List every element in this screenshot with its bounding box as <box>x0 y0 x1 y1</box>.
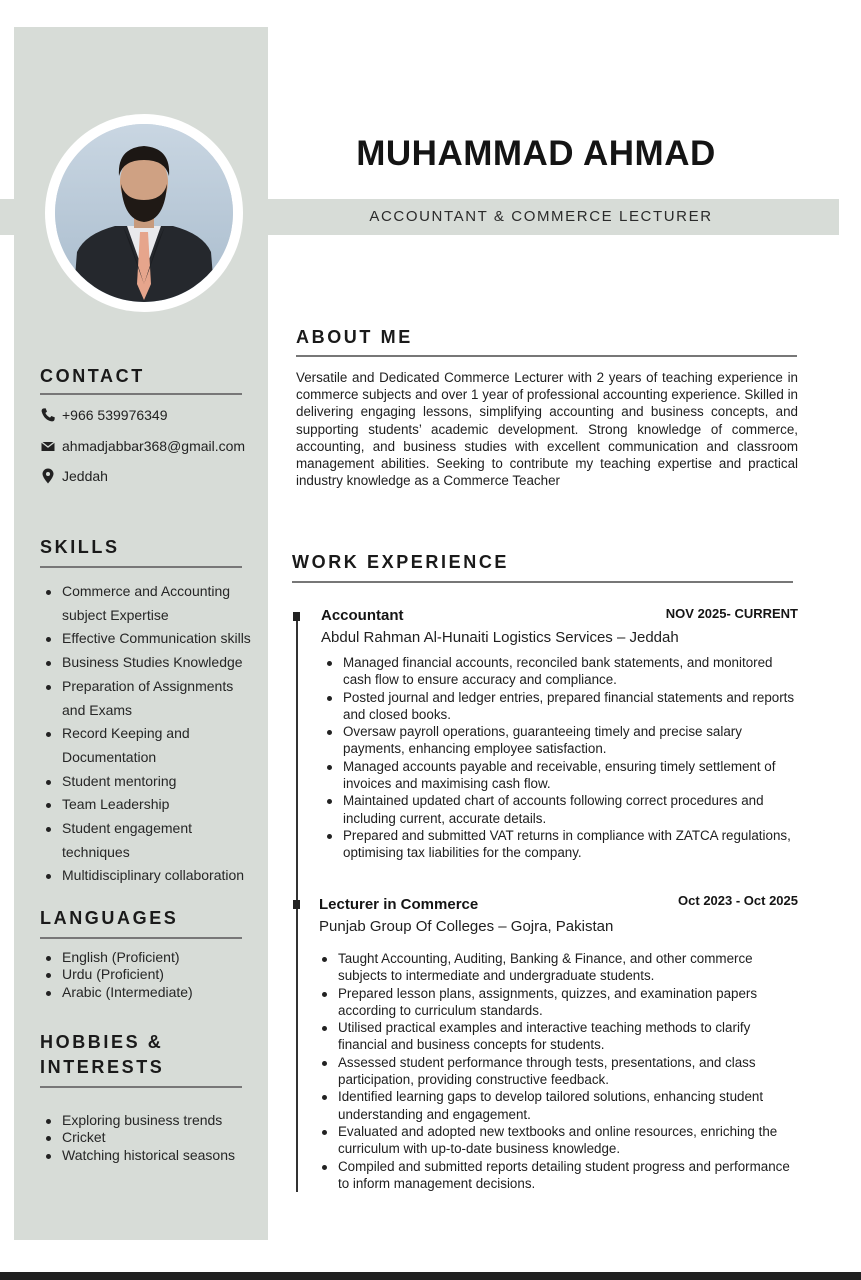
list-item: Team Leadership <box>40 793 268 817</box>
contact-location <box>40 465 108 487</box>
contact-email[interactable] <box>40 435 245 457</box>
languages-list <box>40 949 268 1001</box>
bottom-edge-bar <box>0 1272 861 1280</box>
timeline-marker <box>293 612 300 621</box>
list-item: Identified learning gaps to develop tailored solutions, enhancing student understanding and engagement. <box>316 1088 796 1123</box>
skills-list <box>40 580 268 888</box>
list-item: Compiled and submitted reports detailing student progress and performance to inform management decisions. <box>316 1158 796 1193</box>
list-item: Student engagement <box>40 817 268 841</box>
email-address: ahmadjabbar368@gmail.com <box>62 438 246 454</box>
list-item: Watching historical seasons <box>40 1147 268 1164</box>
list-item: Oversaw payroll operations, guaranteeing timely and precise salary payments, enhancing employee satisfaction. <box>321 723 797 758</box>
job-company: Abdul Rahman Al-Hunaiti Logistics Services – Jeddah <box>321 629 679 646</box>
list-item: Prepared lesson plans, assignments, quizzes, and examination papers according to curriculum standards. <box>316 985 796 1020</box>
list-item: Maintained updated chart of accounts following correct procedures and including current, accurate details. <box>321 792 797 827</box>
list-item: Exploring business trends <box>40 1112 268 1129</box>
location-pin-icon <box>40 468 56 484</box>
contact-heading: CONTACT <box>40 366 145 386</box>
list-item: Prepared and submitted VAT returns in compliance with ZATCA regulations, optimising tax liabilities for the company. <box>321 827 797 862</box>
list-item: Managed accounts payable and receivable, ensuring timely settlement of invoices and maximising cash flow. <box>321 758 797 793</box>
list-item: Record Keeping and <box>40 722 268 746</box>
job-date: Oct 2023 - Oct 2025 <box>678 893 798 908</box>
list-item: techniques <box>62 843 130 860</box>
languages-heading: LANGUAGES <box>40 908 179 928</box>
list-item: Preparation of Assignments <box>40 675 268 699</box>
location-text: Jeddah <box>62 468 108 484</box>
list-item: Evaluated and adopted new textbooks and online resources, enriching the curriculum with up-to-date business knowledge. <box>316 1123 796 1158</box>
list-item: Business Studies Knowledge <box>40 651 268 675</box>
hobbies-list <box>40 1112 268 1164</box>
email-icon <box>40 438 56 454</box>
contact-phone[interactable] <box>40 404 168 426</box>
list-item: Effective Communication skills <box>40 627 268 651</box>
work-heading: WORK EXPERIENCE <box>292 552 510 572</box>
job-title: Lecturer in Commerce <box>319 896 479 913</box>
list-item: English (Proficient) <box>40 949 268 966</box>
person-name: MUHAMMAD AHMAD <box>356 134 716 173</box>
list-item: Arabic (Intermediate) <box>40 984 268 1001</box>
about-heading: ABOUT ME <box>296 327 413 347</box>
list-item: Taught Accounting, Auditing, Banking & Finance, and other commerce subjects to intermediate and undergraduate students. <box>316 950 796 985</box>
hobbies-divider <box>40 1086 242 1088</box>
list-item: Student mentoring <box>40 770 268 794</box>
about-text: Versatile and Dedicated Commerce Lecturer with 2 years of teaching experience in commerce subjects and over 1 year of professional accounting experience. Skilled in delivering engaging lessons, simplifying accounting and business concepts, and supporting students’ academic development. Strong knowledge of commerce, accounting, and business studies with excellent communication and classroom management abilities. Seeking to contribute my teaching expertise and practical industry knowledge as a Commerce Teacher <box>296 370 798 489</box>
list-item: Assessed student performance through tests, presentations, and class participation, providing constructive feedback. <box>316 1054 796 1089</box>
work-divider <box>292 581 793 583</box>
list-item: Managed financial accounts, reconciled bank statements, and monitored cash flow to ensure accuracy and compliance. <box>321 654 797 689</box>
skills-heading: SKILLS <box>40 537 120 557</box>
job-role-title: ACCOUNTANT & COMMERCE LECTURER <box>369 208 713 225</box>
skills-divider <box>40 566 242 568</box>
list-item: and Exams <box>62 701 133 718</box>
job-company: Punjab Group Of Colleges – Gojra, Pakistan <box>319 918 614 935</box>
phone-icon <box>40 407 56 423</box>
about-divider <box>296 355 797 357</box>
list-item: Commerce and Accounting <box>40 580 268 604</box>
job-duties-list <box>321 654 797 862</box>
phone-number: +966 539976349 <box>62 407 168 423</box>
languages-divider <box>40 937 242 939</box>
profile-photo <box>55 124 233 302</box>
hobbies-heading-line1: HOBBIES & <box>40 1032 164 1052</box>
list-item: Utilised practical examples and interactive teaching methods to clarify financial and business concepts for students. <box>316 1019 796 1054</box>
job-duties-list <box>316 950 796 1192</box>
contact-divider <box>40 393 242 395</box>
hobbies-heading-line2: INTERESTS <box>40 1057 165 1077</box>
list-item: Documentation <box>62 748 157 765</box>
list-item: Cricket <box>40 1129 268 1146</box>
list-item: subject Expertise <box>62 606 169 623</box>
list-item: Posted journal and ledger entries, prepared financial statements and reports and closed books. <box>321 689 797 724</box>
list-item: Multidisciplinary collaboration <box>40 864 268 888</box>
timeline-marker <box>293 900 300 909</box>
job-date: NOV 2025- CURRENT <box>665 606 798 621</box>
job-title: Accountant <box>321 607 404 624</box>
list-item: Urdu (Proficient) <box>40 966 268 983</box>
